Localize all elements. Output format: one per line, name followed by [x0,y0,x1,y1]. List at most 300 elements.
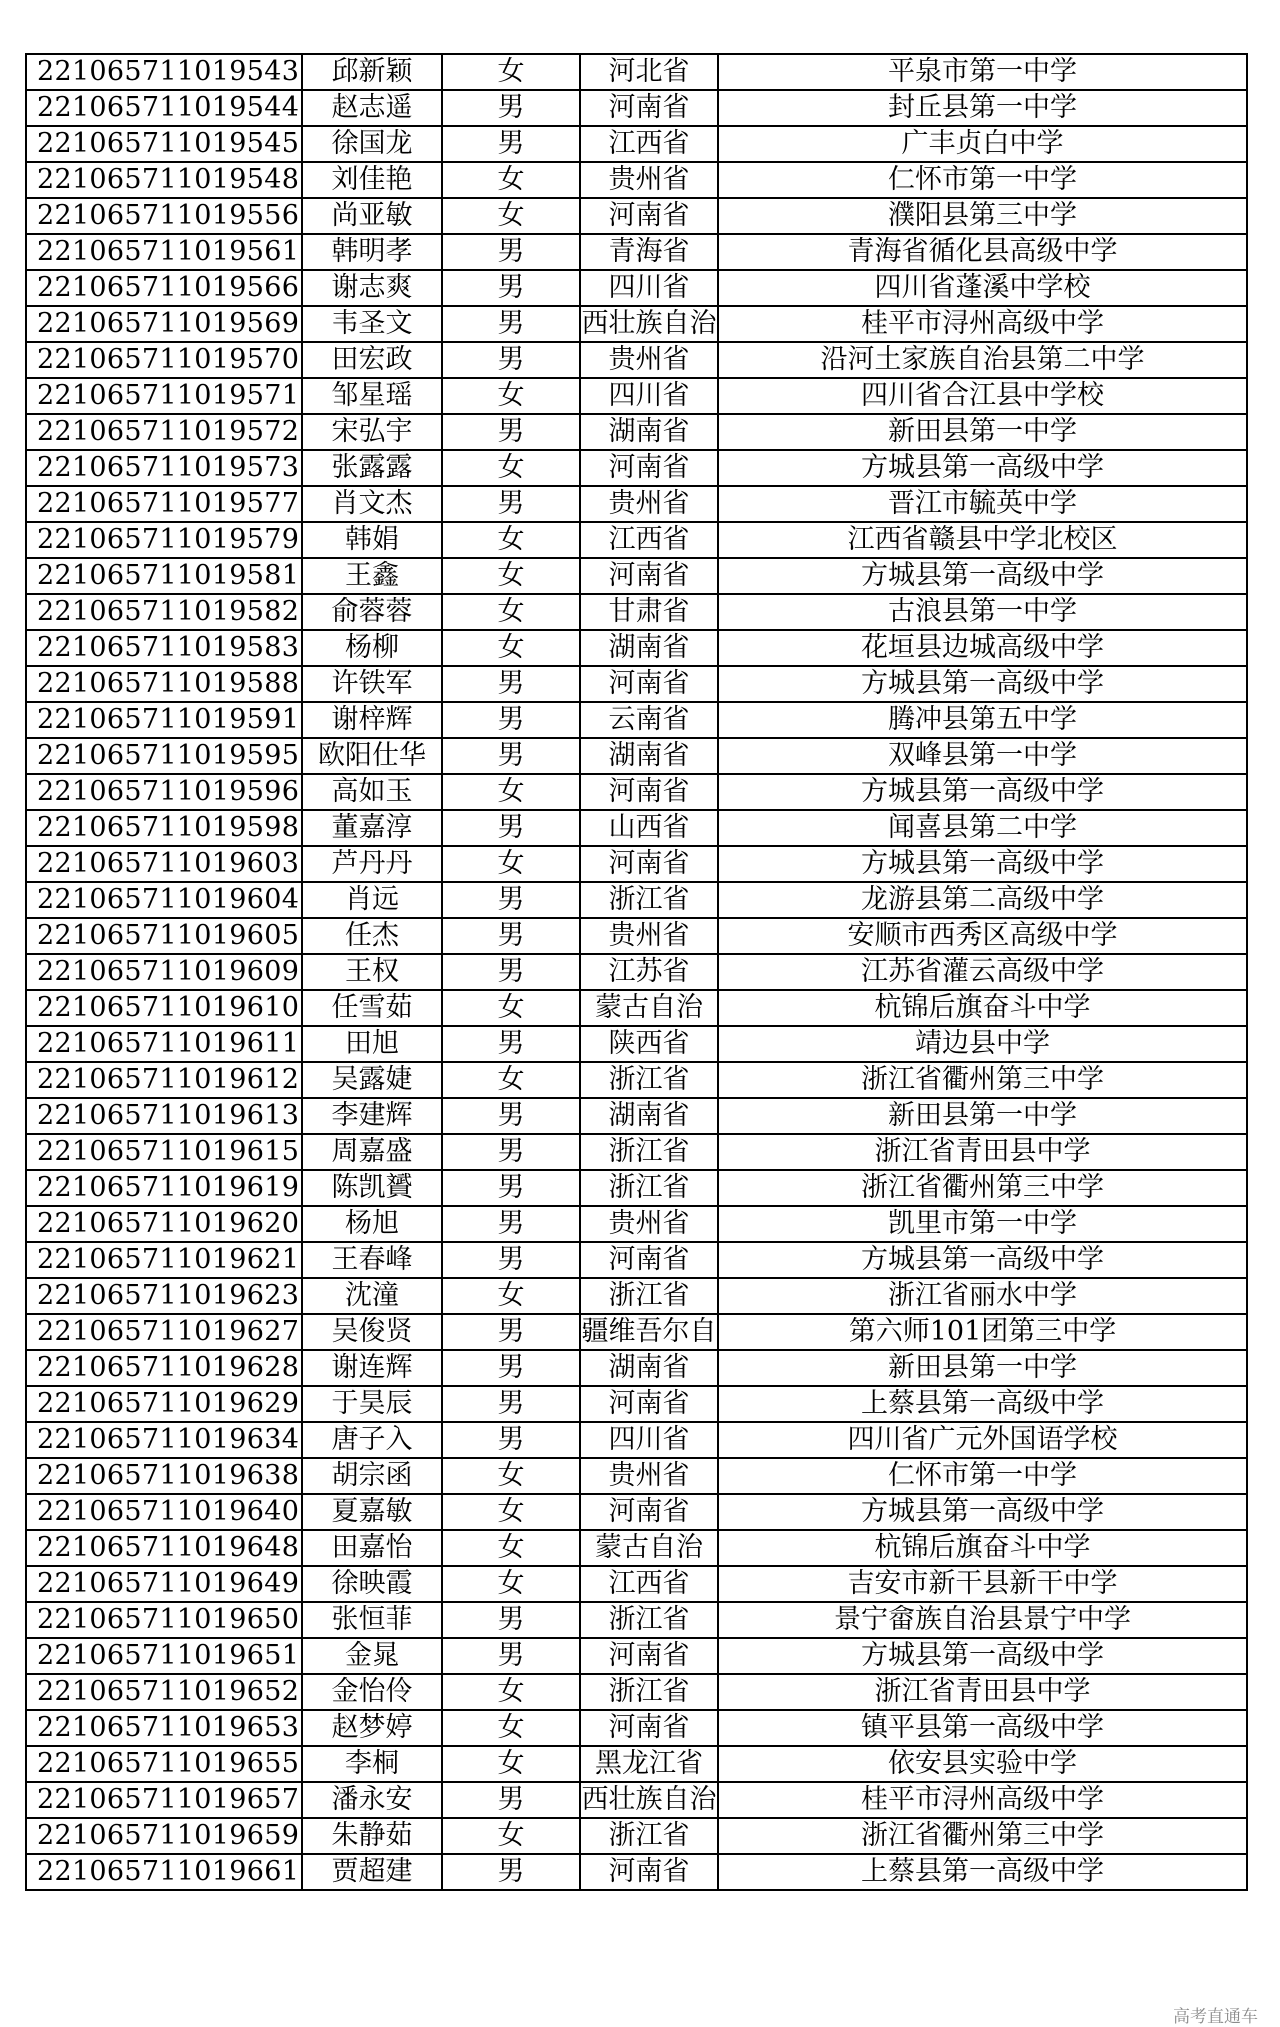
table-row [26,846,1247,882]
province-cell: 四川省 [580,1422,718,1458]
gender-cell: 男 [442,1638,580,1674]
student-id-cell: 221065711019569 [26,306,302,342]
student-id-cell: 221065711019570 [26,342,302,378]
province-cell: 河南省 [580,1386,718,1422]
student-id-cell: 221065711019615 [26,1134,302,1170]
student-id-cell: 221065711019652 [26,1674,302,1710]
gender-cell: 女 [442,1710,580,1746]
name-cell: 田宏政 [302,342,442,378]
table-row [26,1314,1247,1350]
school-cell: 依安县实验中学 [718,1746,1247,1782]
gender-cell: 男 [442,1134,580,1170]
student-id-cell: 221065711019605 [26,918,302,954]
school-cell: 上蔡县第一高级中学 [718,1854,1247,1890]
table-row [26,54,1247,90]
student-id-cell: 221065711019621 [26,1242,302,1278]
student-id-cell: 221065711019571 [26,378,302,414]
gender-cell: 男 [442,1602,580,1638]
school-cell: 濮阳县第三中学 [718,198,1247,234]
name-cell: 刘佳艳 [302,162,442,198]
school-cell: 青海省循化县高级中学 [718,234,1247,270]
school-cell: 浙江省丽水中学 [718,1278,1247,1314]
province-cell: 贵州省 [580,162,718,198]
school-cell: 安顺市西秀区高级中学 [718,918,1247,954]
gender-cell: 男 [442,1098,580,1134]
gender-cell: 女 [442,1566,580,1602]
gender-cell: 男 [442,1206,580,1242]
province-cell: 贵州省 [580,1206,718,1242]
table-row [26,126,1247,162]
name-cell: 谢连辉 [302,1350,442,1386]
school-cell: 第六师101团第三中学 [718,1314,1247,1350]
table-row [26,1062,1247,1098]
table-row [26,234,1247,270]
school-cell: 方城县第一高级中学 [718,1242,1247,1278]
gender-cell: 女 [442,450,580,486]
school-cell: 方城县第一高级中学 [718,774,1247,810]
student-id-cell: 221065711019577 [26,486,302,522]
province-cell: 江西省 [580,126,718,162]
student-id-cell: 221065711019620 [26,1206,302,1242]
student-id-cell: 221065711019619 [26,1170,302,1206]
province-cell: 浙江省 [580,882,718,918]
gender-cell: 男 [442,1314,580,1350]
student-id-cell: 221065711019561 [26,234,302,270]
table-row [26,378,1247,414]
student-id-cell: 221065711019544 [26,90,302,126]
school-cell: 杭锦后旗奋斗中学 [718,1530,1247,1566]
school-cell: 杭锦后旗奋斗中学 [718,990,1247,1026]
name-cell: 韩娟 [302,522,442,558]
table-row [26,810,1247,846]
province-cell: 云南省 [580,702,718,738]
gender-cell: 女 [442,774,580,810]
student-id-cell: 221065711019604 [26,882,302,918]
gender-cell: 女 [442,846,580,882]
name-cell: 宋弘宇 [302,414,442,450]
student-id-cell: 221065711019649 [26,1566,302,1602]
province-cell: 河南省 [580,1638,718,1674]
school-cell: 花垣县边城高级中学 [718,630,1247,666]
school-cell: 江西省赣县中学北校区 [718,522,1247,558]
province-cell: 湖南省 [580,630,718,666]
gender-cell: 女 [442,54,580,90]
name-cell: 王春峰 [302,1242,442,1278]
name-cell: 田旭 [302,1026,442,1062]
table-row [26,594,1247,630]
table-row [26,1494,1247,1530]
student-id-cell: 221065711019588 [26,666,302,702]
student-id-cell: 221065711019657 [26,1782,302,1818]
gender-cell: 男 [442,486,580,522]
name-cell: 夏嘉敏 [302,1494,442,1530]
province-cell: 湖南省 [580,1350,718,1386]
school-cell: 沿河土家族自治县第二中学 [718,342,1247,378]
student-id-cell: 221065711019661 [26,1854,302,1890]
table-row [26,1098,1247,1134]
student-id-cell: 221065711019582 [26,594,302,630]
school-cell: 江苏省灌云高级中学 [718,954,1247,990]
province-cell: 陕西省 [580,1026,718,1062]
gender-cell: 男 [442,1386,580,1422]
table-row [26,630,1247,666]
school-cell: 浙江省衢州第三中学 [718,1062,1247,1098]
table-row [26,162,1247,198]
student-id-cell: 221065711019595 [26,738,302,774]
table-row [26,1386,1247,1422]
gender-cell: 女 [442,594,580,630]
gender-cell: 男 [442,1854,580,1890]
name-cell: 王鑫 [302,558,442,594]
school-cell: 靖边县中学 [718,1026,1247,1062]
name-cell: 韦圣文 [302,306,442,342]
student-id-cell: 221065711019603 [26,846,302,882]
table-row [26,522,1247,558]
gender-cell: 男 [442,306,580,342]
student-id-cell: 221065711019581 [26,558,302,594]
province-cell: 浙江省 [580,1062,718,1098]
table-row [26,1782,1247,1818]
province-cell: 湖南省 [580,414,718,450]
name-cell: 董嘉淳 [302,810,442,846]
name-cell: 于昊辰 [302,1386,442,1422]
table-row [26,1602,1247,1638]
table-row [26,774,1247,810]
table-row [26,954,1247,990]
student-id-cell: 221065711019598 [26,810,302,846]
gender-cell: 女 [442,522,580,558]
province-cell: 江西省 [580,522,718,558]
table-row [26,882,1247,918]
name-cell: 李建辉 [302,1098,442,1134]
school-cell: 浙江省衢州第三中学 [718,1818,1247,1854]
name-cell: 肖文杰 [302,486,442,522]
province-cell: 河南省 [580,90,718,126]
province-cell: 贵州省 [580,486,718,522]
gender-cell: 女 [442,1530,580,1566]
province-cell: 山西省 [580,810,718,846]
student-id-cell: 221065711019651 [26,1638,302,1674]
student-id-cell: 221065711019610 [26,990,302,1026]
gender-cell: 男 [442,738,580,774]
school-cell: 上蔡县第一高级中学 [718,1386,1247,1422]
gender-cell: 男 [442,342,580,378]
table-row [26,1422,1247,1458]
name-cell: 金怡伶 [302,1674,442,1710]
school-cell: 方城县第一高级中学 [718,1638,1247,1674]
province-cell: 蒙古自治 [580,990,718,1026]
province-cell: 河南省 [580,846,718,882]
name-cell: 赵志遥 [302,90,442,126]
name-cell: 谢志爽 [302,270,442,306]
province-cell: 四川省 [580,270,718,306]
gender-cell: 女 [442,1746,580,1782]
school-cell: 封丘县第一中学 [718,90,1247,126]
student-id-cell: 221065711019613 [26,1098,302,1134]
table-row [26,702,1247,738]
province-cell: 浙江省 [580,1134,718,1170]
gender-cell: 男 [442,1026,580,1062]
table-row [26,198,1247,234]
school-cell: 吉安市新干县新干中学 [718,1566,1247,1602]
school-cell: 方城县第一高级中学 [718,450,1247,486]
table-row [26,558,1247,594]
province-cell: 河南省 [580,1494,718,1530]
school-cell: 平泉市第一中学 [718,54,1247,90]
school-cell: 仁怀市第一中学 [718,162,1247,198]
student-id-cell: 221065711019623 [26,1278,302,1314]
province-cell: 江西省 [580,1566,718,1602]
student-id-cell: 221065711019566 [26,270,302,306]
table-row [26,1026,1247,1062]
name-cell: 肖远 [302,882,442,918]
gender-cell: 女 [442,162,580,198]
table-row [26,1674,1247,1710]
gender-cell: 女 [442,558,580,594]
student-id-cell: 221065711019609 [26,954,302,990]
gender-cell: 女 [442,1674,580,1710]
name-cell: 杨旭 [302,1206,442,1242]
school-cell: 新田县第一中学 [718,1098,1247,1134]
province-cell: 湖南省 [580,1098,718,1134]
province-cell: 河南省 [580,1854,718,1890]
province-cell: 蒙古自治 [580,1530,718,1566]
gender-cell: 男 [442,702,580,738]
province-cell: 河南省 [580,666,718,702]
table-row [26,1458,1247,1494]
table-row [26,990,1247,1026]
gender-cell: 男 [442,882,580,918]
school-cell: 四川省蓬溪中学校 [718,270,1247,306]
student-id-cell: 221065711019572 [26,414,302,450]
table-row [26,1350,1247,1386]
student-id-cell: 221065711019548 [26,162,302,198]
gender-cell: 女 [442,630,580,666]
school-cell: 新田县第一中学 [718,414,1247,450]
name-cell: 杨柳 [302,630,442,666]
table-row [26,1710,1247,1746]
name-cell: 金晁 [302,1638,442,1674]
table-row [26,1566,1247,1602]
name-cell: 张露露 [302,450,442,486]
name-cell: 周嘉盛 [302,1134,442,1170]
student-id-cell: 221065711019611 [26,1026,302,1062]
gender-cell: 男 [442,1782,580,1818]
school-cell: 桂平市浔州高级中学 [718,1782,1247,1818]
province-cell: 河南省 [580,558,718,594]
name-cell: 邱新颖 [302,54,442,90]
name-cell: 田嘉怡 [302,1530,442,1566]
table-row [26,1746,1247,1782]
table-row [26,270,1247,306]
province-cell: 疆维吾尔自 [580,1314,718,1350]
name-cell: 沈潼 [302,1278,442,1314]
table-row [26,738,1247,774]
gender-cell: 男 [442,810,580,846]
gender-cell: 女 [442,198,580,234]
school-cell: 方城县第一高级中学 [718,1494,1247,1530]
student-id-cell: 221065711019629 [26,1386,302,1422]
gender-cell: 男 [442,666,580,702]
name-cell: 赵梦婷 [302,1710,442,1746]
gender-cell: 男 [442,414,580,450]
table-row [26,450,1247,486]
province-cell: 甘肃省 [580,594,718,630]
name-cell: 欧阳仕华 [302,738,442,774]
name-cell: 芦丹丹 [302,846,442,882]
roster-body [26,54,1247,1890]
student-id-cell: 221065711019628 [26,1350,302,1386]
gender-cell: 男 [442,1422,580,1458]
province-cell: 贵州省 [580,918,718,954]
gender-cell: 女 [442,990,580,1026]
name-cell: 任雪茹 [302,990,442,1026]
name-cell: 俞蓉蓉 [302,594,442,630]
name-cell: 徐映霞 [302,1566,442,1602]
gender-cell: 男 [442,954,580,990]
student-id-cell: 221065711019556 [26,198,302,234]
student-id-cell: 221065711019640 [26,1494,302,1530]
school-cell: 仁怀市第一中学 [718,1458,1247,1494]
school-cell: 古浪县第一中学 [718,594,1247,630]
name-cell: 李桐 [302,1746,442,1782]
table-row [26,486,1247,522]
school-cell: 晋江市毓英中学 [718,486,1247,522]
table-row [26,306,1247,342]
student-id-cell: 221065711019650 [26,1602,302,1638]
student-id-cell: 221065711019596 [26,774,302,810]
table-row [26,1854,1247,1890]
name-cell: 谢梓辉 [302,702,442,738]
name-cell: 朱静茹 [302,1818,442,1854]
gender-cell: 女 [442,1062,580,1098]
name-cell: 陈凯贇 [302,1170,442,1206]
gender-cell: 男 [442,90,580,126]
name-cell: 尚亚敏 [302,198,442,234]
gender-cell: 男 [442,918,580,954]
province-cell: 四川省 [580,378,718,414]
school-cell: 景宁畲族自治县景宁中学 [718,1602,1247,1638]
school-cell: 四川省合江县中学校 [718,378,1247,414]
gender-cell: 女 [442,378,580,414]
table-row [26,414,1247,450]
table-row [26,342,1247,378]
school-cell: 四川省广元外国语学校 [718,1422,1247,1458]
province-cell: 河南省 [580,1710,718,1746]
school-cell: 闻喜县第二中学 [718,810,1247,846]
school-cell: 方城县第一高级中学 [718,666,1247,702]
student-id-cell: 221065711019653 [26,1710,302,1746]
province-cell: 浙江省 [580,1170,718,1206]
school-cell: 浙江省衢州第三中学 [718,1170,1247,1206]
province-cell: 青海省 [580,234,718,270]
watermark-text: 高考直通车 [1173,2007,1258,2027]
school-cell: 镇平县第一高级中学 [718,1710,1247,1746]
province-cell: 浙江省 [580,1674,718,1710]
province-cell: 浙江省 [580,1818,718,1854]
school-cell: 方城县第一高级中学 [718,846,1247,882]
table-row [26,1818,1247,1854]
student-id-cell: 221065711019579 [26,522,302,558]
gender-cell: 男 [442,126,580,162]
school-cell: 龙游县第二高级中学 [718,882,1247,918]
province-cell: 河南省 [580,198,718,234]
school-cell: 浙江省青田县中学 [718,1134,1247,1170]
gender-cell: 男 [442,1242,580,1278]
table-row [26,1134,1247,1170]
table-row [26,1242,1247,1278]
name-cell: 徐国龙 [302,126,442,162]
student-id-cell: 221065711019573 [26,450,302,486]
name-cell: 任杰 [302,918,442,954]
gender-cell: 女 [442,1494,580,1530]
table-row [26,1170,1247,1206]
name-cell: 胡宗函 [302,1458,442,1494]
school-cell: 浙江省青田县中学 [718,1674,1247,1710]
student-id-cell: 221065711019638 [26,1458,302,1494]
school-cell: 新田县第一中学 [718,1350,1247,1386]
school-cell: 方城县第一高级中学 [718,558,1247,594]
student-id-cell: 221065711019659 [26,1818,302,1854]
name-cell: 王权 [302,954,442,990]
student-id-cell: 221065711019627 [26,1314,302,1350]
school-cell: 广丰贞白中学 [718,126,1247,162]
name-cell: 贾超建 [302,1854,442,1890]
gender-cell: 男 [442,1350,580,1386]
table-row [26,918,1247,954]
province-cell: 河南省 [580,1242,718,1278]
table-row [26,1530,1247,1566]
name-cell: 张恒菲 [302,1602,442,1638]
student-id-cell: 221065711019655 [26,1746,302,1782]
student-id-cell: 221065711019543 [26,54,302,90]
province-cell: 湖南省 [580,738,718,774]
gender-cell: 男 [442,270,580,306]
gender-cell: 女 [442,1278,580,1314]
province-cell: 河北省 [580,54,718,90]
name-cell: 许铁军 [302,666,442,702]
name-cell: 潘永安 [302,1782,442,1818]
gender-cell: 女 [442,1818,580,1854]
school-cell: 双峰县第一中学 [718,738,1247,774]
province-cell: 浙江省 [580,1278,718,1314]
student-id-cell: 221065711019583 [26,630,302,666]
province-cell: 西壮族自治 [580,1782,718,1818]
table-row [26,1638,1247,1674]
province-cell: 贵州省 [580,342,718,378]
name-cell: 唐子入 [302,1422,442,1458]
student-id-cell: 221065711019648 [26,1530,302,1566]
name-cell: 邹星瑶 [302,378,442,414]
gender-cell: 女 [442,1458,580,1494]
name-cell: 韩明孝 [302,234,442,270]
student-roster-table [25,53,1248,1891]
school-cell: 凯里市第一中学 [718,1206,1247,1242]
student-id-cell: 221065711019545 [26,126,302,162]
table-row [26,1278,1247,1314]
name-cell: 高如玉 [302,774,442,810]
province-cell: 西壮族自治 [580,306,718,342]
name-cell: 吴俊贤 [302,1314,442,1350]
student-id-cell: 221065711019612 [26,1062,302,1098]
student-id-cell: 221065711019591 [26,702,302,738]
province-cell: 黑龙江省 [580,1746,718,1782]
name-cell: 吴露婕 [302,1062,442,1098]
province-cell: 河南省 [580,450,718,486]
gender-cell: 男 [442,234,580,270]
gender-cell: 男 [442,1170,580,1206]
province-cell: 贵州省 [580,1458,718,1494]
